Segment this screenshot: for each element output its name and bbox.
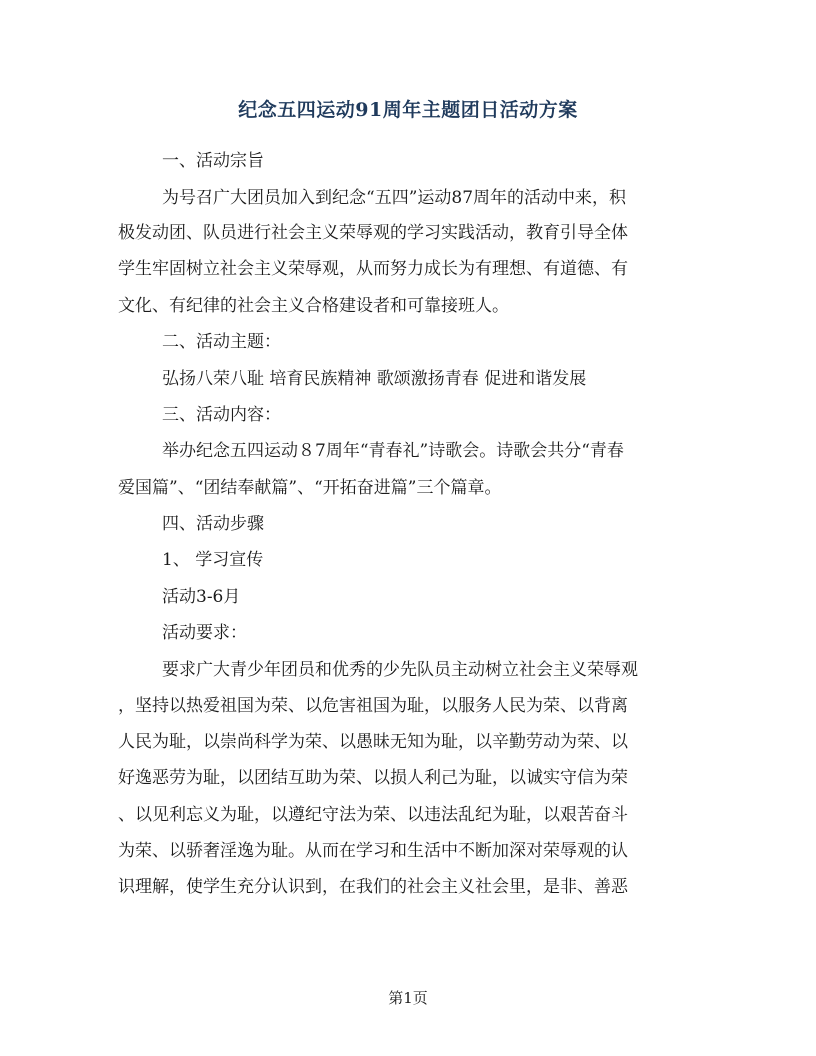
paragraph-line: 活动要求： — [162, 623, 247, 643]
paragraph-line: 要求广大青少年团员和优秀的少先队员主动树立社会主义荣辱观 — [162, 660, 638, 680]
section-heading-1: 一、活动宗旨 — [162, 151, 264, 171]
paragraph-line: 人民为耻，以崇尚科学为荣、以愚昧无知为耻，以辛勤劳动为荣、以 — [118, 732, 628, 752]
section-heading-2: 二、活动主题： — [162, 332, 281, 352]
paragraph-line: 学生牢固树立社会主义荣辱观，从而努力成长为有理想、有道德、有 — [118, 259, 628, 279]
paragraph-line: 识理解，使学生充分认识到，在我们的社会主义社会里，是非、善恶 — [118, 877, 628, 897]
paragraph-line: 爱国篇”、“团结奉献篇”、“开拓奋进篇”三个篇章。 — [118, 478, 502, 498]
paragraph-line: 为荣、以骄奢淫逸为耻。从而在学习和生活中不断加深对荣辱观的认 — [118, 841, 628, 861]
paragraph-line: 举办纪念五四运动８7周年“青春礼”诗歌会。诗歌会共分“青春 — [162, 441, 624, 461]
paragraph-line: 为号召广大团员加入到纪念“五四”运动87周年的活动中来，积 — [162, 188, 627, 208]
section-heading-4: 四、活动步骤 — [162, 514, 264, 534]
subheading-line: 1、 学习宣传 — [162, 550, 264, 570]
paragraph-line: 文化、有纪律的社会主义合格建设者和可靠接班人。 — [118, 296, 509, 316]
paragraph-line: 极发动团、队员进行社会主义荣辱观的学习实践活动，教育引导全体 — [118, 223, 628, 243]
theme-line: 弘扬八荣八耻 培育民族精神 歌颂激扬青春 促进和谐发展 — [162, 369, 587, 389]
section-heading-3: 三、活动内容： — [162, 405, 281, 425]
paragraph-line: 活动3-6月 — [162, 587, 241, 607]
paragraph-line: 好逸恶劳为耻，以团结互助为荣、以损人利己为耻，以诚实守信为荣 — [118, 768, 628, 788]
paragraph-line: ，坚持以热爱祖国为荣、以危害祖国为耻，以服务人民为荣、以背离 — [118, 696, 628, 716]
paragraph-line: 、以见利忘义为耻，以遵纪守法为荣、以违法乱纪为耻，以艰苦奋斗 — [118, 805, 628, 825]
document-title: 纪念五四运动91周年主题团日活动方案 — [238, 99, 578, 121]
page-number: 第1页 — [388, 989, 428, 1007]
